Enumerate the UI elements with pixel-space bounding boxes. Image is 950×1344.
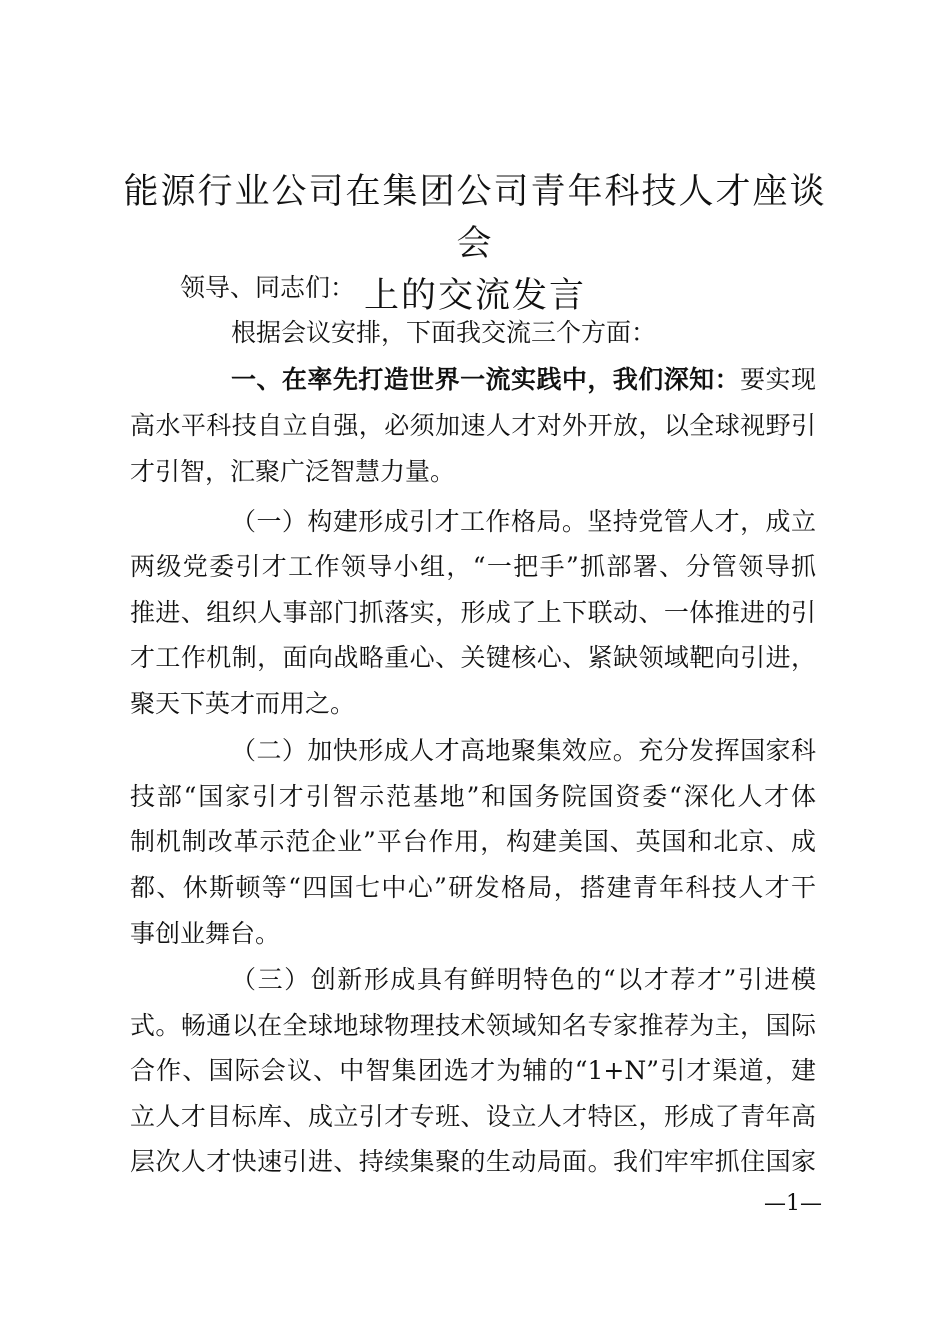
section-1-heading: 一、在率先打造世界一流实践中，我们深知： [231,365,741,394]
item-2-line-1: （二）加快形成人才高地聚集效应。充分发挥国家科 [231,736,816,765]
title-line-1: 能源行业公司在集团公司青年科技人才座谈会 [123,172,827,264]
item-1-line-5: 聚天下英才而用之。 [130,689,356,718]
item-3-line-3: 合作、国际会议、中智集团选才为辅的“1+N”引才渠道，建 [130,1056,816,1085]
item-2-line-4: 都、休斯顿等“四国七中心”研发格局，搭建青年科技人才干 [130,873,816,902]
section-1-line-1-rest: 要实现 [740,365,816,394]
item-1-line-4: 才工作机制，面向战略重心、关键核心、紧缺领域靶向引进， [130,643,816,672]
item-1-line-2: 两级党委引才工作领导小组，“一把手”抓部署、分管领导抓 [130,552,816,581]
section-1-line-2: 高水平科技自立自强，必须加速人才对外开放，以全球视野引 [130,411,816,440]
item-3-line-5: 层次人才快速引进、持续集聚的生动局面。我们牢牢抓住国家 [130,1147,816,1176]
page-number: —1— [764,1191,822,1216]
intro-paragraph: 根据会议安排，下面我交流三个方面： [231,318,657,347]
section-1-line-3: 才引智，汇聚广泛智慧力量。 [130,457,456,486]
item-3-line-4: 立人才目标库、成立引才专班、设立人才特区，形成了青年高 [130,1102,816,1131]
item-2-line-5: 事创业舞台。 [130,919,281,948]
item-1-line-1: （一）构建形成引才工作格局。坚持党管人才，成立 [231,507,816,536]
item-3-line-1: （三）创新形成具有鲜明特色的“以才荐才”引进模 [231,965,816,994]
salutation: 领导、同志们： [180,273,356,302]
item-2-line-3: 制机制改革示范企业”平台作用，构建美国、英国和北京、成 [130,827,816,856]
item-3-line-2: 式。畅通以在全球地球物理技术领域知名专家推荐为主，国际 [130,1011,816,1040]
title-line-2: 上的交流发言 [363,276,586,316]
item-1-line-3: 推进、组织人事部门抓落实，形成了上下联动、一体推进的引 [130,598,816,627]
section-1-line-1 [231,360,816,400]
item-2-line-2: 技部“国家引才引智示范基地”和国务院国资委“深化人才体 [130,782,816,811]
